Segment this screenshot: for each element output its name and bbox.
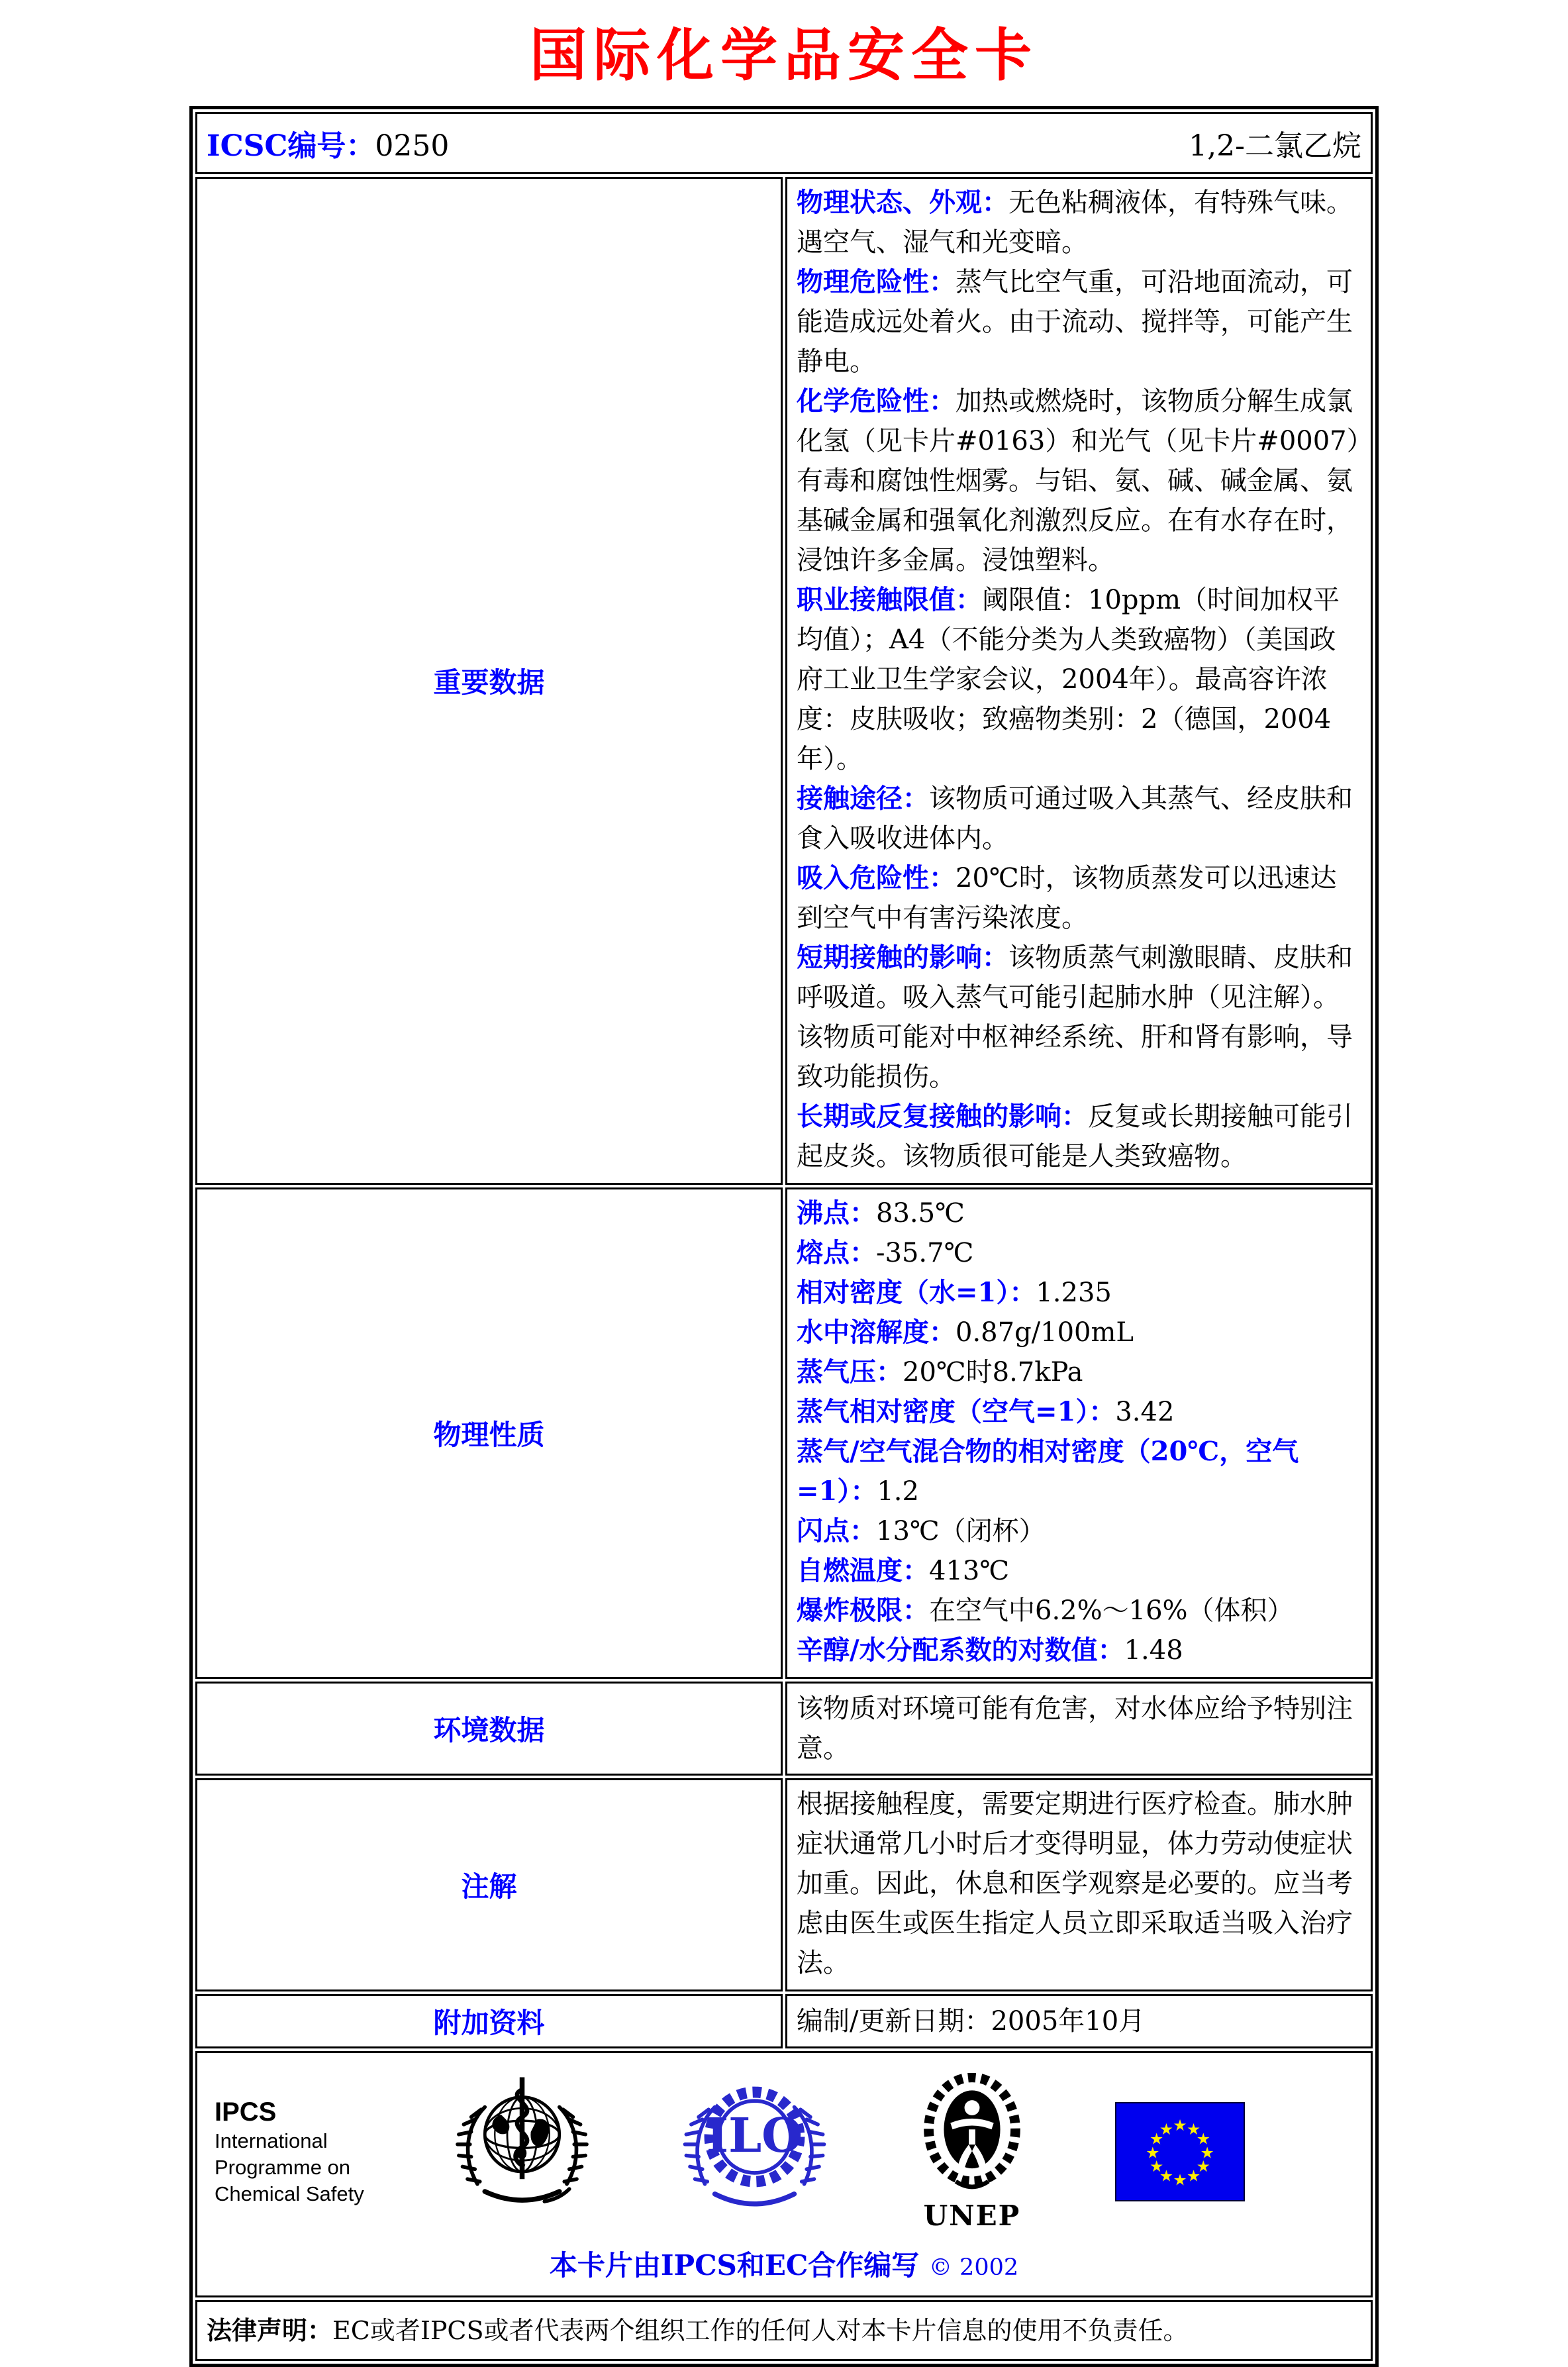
field-label: 长期或反复接触的影响： (797, 1101, 1088, 1132)
environment-label: 环境数据 (195, 1682, 783, 1776)
field-text: 20℃时，该物质蒸发可以迅速达到空气中有害污染浓度。 (797, 863, 1337, 933)
icsc-number-label: ICSC编号： (207, 129, 375, 163)
field-label: 蒸气/空气混合物的相对密度（20℃，空气=1）： (797, 1436, 1299, 1507)
ipcs-line: Programme on (215, 2156, 351, 2179)
ipcs-line: Chemical Safety (215, 2182, 364, 2205)
hazard-item (797, 858, 1361, 938)
field-label: 物理危险性： (797, 266, 956, 297)
physical-properties-label: 物理性质 (195, 1187, 783, 1679)
field-text: 无色粘稠液体，有特殊气味。遇空气、湿气和光变暗。 (797, 187, 1353, 258)
hazard-item (797, 262, 1361, 381)
chemical-name: 1,2-二氯乙烷 (1189, 129, 1361, 163)
property-row (797, 1352, 1361, 1392)
legal-label: 法律声明： (207, 2315, 333, 2345)
field-label: 化学危险性： (797, 385, 956, 417)
svg-text:★: ★ (1200, 2143, 1214, 2162)
property-row (797, 1591, 1361, 1631)
field-label: 吸入危险性： (797, 862, 956, 893)
important-data-row (195, 177, 1373, 1185)
additional-info-row (195, 1994, 1373, 2048)
field-label: 蒸气压： (797, 1356, 903, 1387)
ipcs-block (215, 2096, 364, 2207)
property-row (797, 1551, 1361, 1591)
notes-row (195, 1778, 1373, 1991)
logos-cell (195, 2051, 1373, 2297)
property-row (797, 1233, 1361, 1273)
svg-text:★: ★ (1159, 2120, 1173, 2139)
field-value: -35.7℃ (876, 1238, 974, 1268)
ilo-logo-text: ILO (706, 2107, 803, 2163)
field-label: 接触途径： (797, 783, 929, 814)
eu-flag-icon (1115, 2102, 1245, 2201)
hazard-item (797, 938, 1361, 1097)
property-row (797, 1273, 1361, 1313)
field-text: 该物质可通过吸入其蒸气、经皮肤和食入吸收进体内。 (797, 783, 1353, 854)
card-caption (211, 2244, 1357, 2284)
header-row (195, 112, 1373, 174)
notes-content: 根据接触程度，需要定期进行医疗检查。肺水肿症状通常几小时后才变得明显，体力劳动使症状加重。因此，休息和医学观察是必要的。应当考虑由医生或医生指定人员立即采取适当吸入治疗法。 (785, 1778, 1373, 1991)
icsc-number-group (207, 122, 449, 164)
legal-row (195, 2300, 1373, 2361)
svg-text:★: ★ (1159, 2166, 1173, 2186)
unep-block (912, 2073, 1032, 2231)
who-logo-icon (448, 2069, 597, 2235)
property-row (797, 1392, 1361, 1432)
field-text: 反复或长期接触可能引起皮炎。该物质很可能是人类致癌物。 (797, 1101, 1353, 1172)
field-label: 闪点： (797, 1515, 876, 1546)
field-value: 0.87g/100mL (956, 1317, 1134, 1348)
field-label: 辛醇/水分配系数的对数值： (797, 1635, 1124, 1666)
copyright-text: © 2002 (928, 2254, 1019, 2281)
svg-text:★: ★ (1173, 2170, 1187, 2190)
ipcs-line: International (215, 2129, 328, 2152)
field-text: 该物质蒸气刺激眼睛、皮肤和呼吸道。吸入蒸气可能引起肺水肿（见注解）。该物质可能对中枢神经系统、肝和肾有影响，导致功能损伤。 (797, 942, 1353, 1092)
page-title: 国际化学品安全卡 (530, 22, 1038, 89)
field-label: 物理状态、外观： (797, 187, 1008, 218)
field-label: 爆炸极限： (797, 1595, 929, 1626)
svg-text:★: ★ (1150, 2129, 1164, 2148)
svg-text:★: ★ (1187, 2166, 1201, 2186)
property-row (797, 1313, 1361, 1352)
field-label: 水中溶解度： (797, 1317, 956, 1348)
environment-row (195, 1682, 1373, 1776)
additional-info-content: 编制/更新日期：2005年10月 (785, 1994, 1373, 2048)
field-label: 短期接触的影响： (797, 942, 1008, 973)
field-text: 蒸气比空气重，可沿地面流动，可能造成远处着火。由于流动、搅拌等，可能产生静电。 (797, 267, 1353, 377)
field-label: 熔点： (797, 1237, 876, 1268)
field-value: 413℃ (929, 1556, 1010, 1586)
legal-cell (195, 2300, 1373, 2361)
important-data-label: 重要数据 (195, 177, 783, 1185)
svg-text:★: ★ (1196, 2129, 1210, 2148)
important-data-content (785, 177, 1373, 1185)
svg-text:★: ★ (1187, 2120, 1201, 2139)
hazard-item (797, 580, 1361, 779)
field-value: 20℃时8.7kPa (903, 1357, 1083, 1387)
logos-row (195, 2051, 1373, 2297)
field-value: 1.2 (877, 1476, 919, 1507)
unep-logo-text: UNEP (923, 2199, 1021, 2232)
icsc-number-value: 0250 (375, 129, 450, 163)
ilo-logo-icon (680, 2069, 829, 2235)
field-value: 83.5℃ (876, 1198, 965, 1229)
field-value: 在空气中6.2%～16%（体积） (929, 1595, 1294, 1626)
svg-text:★: ★ (1196, 2156, 1210, 2176)
field-text: 加热或燃烧时，该物质分解生成氯化氢（见卡片#0163）和光气（见卡片#0007）有毒和腐蚀性烟雾。与铝、氨、碱、碱金属、氨基碱金属和强氧化剂激烈反应。在有水存在时，浸蚀许多金属。浸蚀塑料。 (797, 386, 1360, 576)
hazard-item (797, 183, 1361, 262)
notes-label: 注解 (195, 1778, 783, 1991)
unep-logo-icon (912, 2073, 1032, 2205)
property-row (797, 1193, 1361, 1233)
icsc-table (189, 106, 1379, 2367)
additional-info-label: 附加资料 (195, 1994, 783, 2048)
field-label: 自燃温度： (797, 1555, 929, 1586)
field-value: 1.235 (1036, 1278, 1112, 1308)
property-row (797, 1432, 1361, 1511)
svg-text:★: ★ (1150, 2156, 1164, 2176)
svg-text:★: ★ (1173, 2116, 1187, 2135)
legal-text: EC或者IPCS或者代表两个组织工作的任何人对本卡片信息的使用不负责任。 (332, 2316, 1189, 2345)
svg-text:★: ★ (1146, 2143, 1160, 2162)
ipcs-title: IPCS (215, 2097, 277, 2127)
field-label: 沸点： (797, 1197, 876, 1229)
header-cell (195, 112, 1373, 174)
hazard-item (797, 779, 1361, 858)
field-label: 蒸气相对密度（空气=1）： (797, 1396, 1116, 1427)
field-value: 1.48 (1124, 1635, 1183, 1666)
hazard-item (797, 381, 1361, 580)
hazard-item (797, 1097, 1361, 1176)
property-row (797, 1631, 1361, 1670)
environment-content: 该物质对环境可能有危害，对水体应给予特别注意。 (785, 1682, 1373, 1776)
physical-properties-row (195, 1187, 1373, 1679)
caption-text: 本卡片由IPCS和EC合作编写 (549, 2249, 920, 2282)
physical-properties-content (785, 1187, 1373, 1679)
field-label: 相对密度（水=1）： (797, 1277, 1036, 1308)
field-value: 13℃（闭杯） (876, 1516, 1046, 1546)
field-text: 阈限值：10ppm（时间加权平均值）；A4（不能分类为人类致癌物）（美国政府工业卫生学家会议，2004年）。最高容许浓度：皮肤吸收；致癌物类别：2（德国，2004年）。 (797, 585, 1340, 774)
field-value: 3.42 (1115, 1397, 1175, 1427)
field-label: 职业接触限值： (797, 584, 982, 615)
property-row (797, 1511, 1361, 1551)
